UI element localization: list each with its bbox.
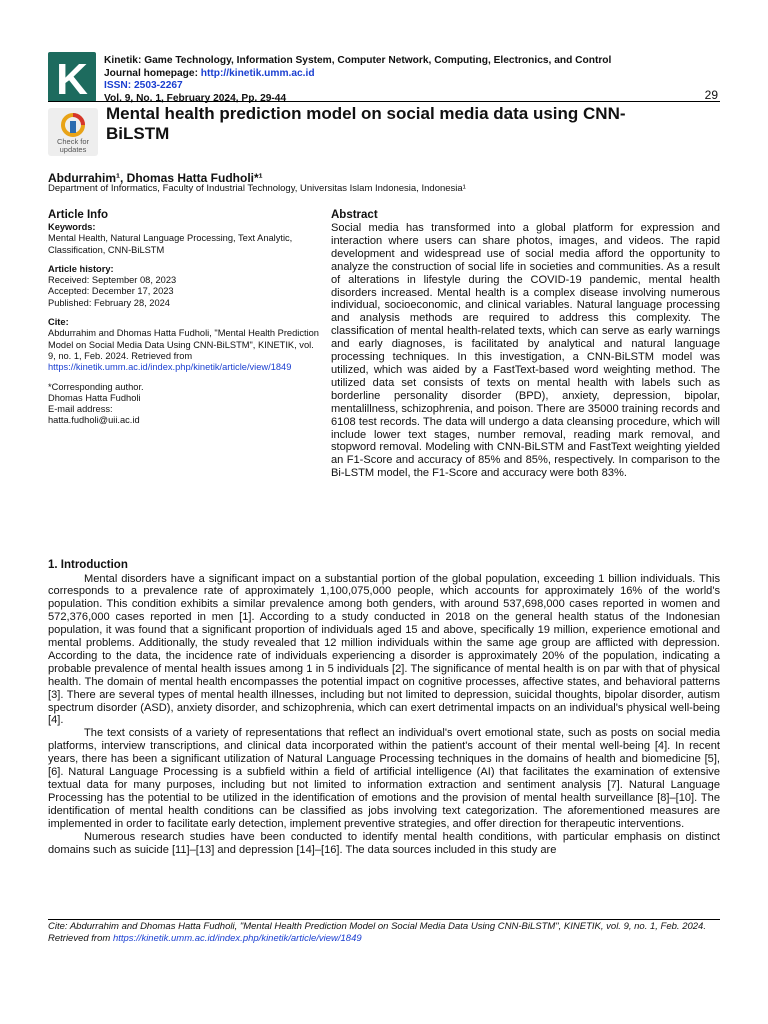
introduction-section — [48, 559, 720, 856]
badge-text: Check for updates — [56, 137, 90, 154]
cite-text: Abdurrahim and Dhomas Hatta Fudholi, "Mental Health Prediction Model on Social Media Data Using CNN-BiLSTM", KINETIK, vol. 9, no. 1, Feb. 2024. Retrieved from — [48, 328, 319, 361]
paper-title: Mental health prediction model on social media data using CNN-BiLSTM — [106, 104, 626, 143]
journal-logo-icon — [48, 52, 96, 102]
homepage-label: Journal homepage: — [104, 67, 201, 79]
issn: ISSN: 2503-2267 — [104, 80, 183, 91]
journal-header — [104, 55, 724, 105]
published-date: Published: February 28, 2024 — [48, 297, 170, 308]
footer-rule — [48, 919, 720, 920]
article-info — [48, 209, 323, 427]
received-date: Received: September 08, 2023 — [48, 275, 177, 286]
abstract-heading: Abstract — [331, 209, 378, 221]
history-label: Article history: — [48, 263, 114, 274]
header-rule — [48, 101, 720, 102]
keywords-label: Keywords: — [48, 222, 96, 232]
corresponding-label: *Corresponding author. — [48, 381, 144, 392]
email-label: E-mail address: — [48, 404, 113, 415]
volume-info: Vol. 9, No. 1, February 2024, Pp. 29-44 — [104, 92, 287, 104]
article-info-heading: Article Info — [48, 209, 109, 221]
journal-title: Kinetik: Game Technology, Information System, Computer Network, Computing, Electronics, and Control — [104, 55, 612, 66]
intro-paragraph-3: Numerous research studies have been conducted to identify mental health conditions, with particular emphasis on distinct domains such as suicide [11]–[13] and depression [14]–[16]. The data sources included in this study are — [48, 830, 720, 856]
cite-label: Cite: — [48, 317, 69, 328]
email-address: hatta.fudholi@uii.ac.id — [48, 415, 140, 426]
footer-cite-label: Cite: — [48, 921, 68, 932]
check-updates-icon — [60, 112, 86, 138]
introduction-heading: 1. Introduction — [48, 559, 128, 571]
cite-link[interactable]: https://kinetik.umm.ac.id/index.php/kinetik/article/view/1849 — [48, 362, 292, 373]
paper-affiliation: Department of Informatics, Faculty of Industrial Technology, Universitas Islam Indonesia, Indonesia¹ — [48, 183, 466, 194]
journal-homepage — [104, 68, 724, 81]
intro-paragraph-2: The text consists of a variety of representations that reflect an individual's overt emotional state, such as posts on social media platforms, interview transcriptions, and clinical data incorporated within the patient's account of their mental well-being [4]. In recent years, there has been a significant utilization of Natural Language Processing techniques in the domains of health and biomedicine [5], [6]. Natural Language Processing is a subfield within a field of artificial intelligence (AI) that facilitates the examination of extensive textual data for many purposes, including but not limited to information extraction and sentiment analysis [7]. Natural Language Processing has the potential to be utilized in the identification of emotions and the provision of mental health surveillance [8]–[10]. The identification of mental health conditions can be classified as jobs involving text categorization. The aforementioned measures are implemented in order to facilitate early detection, implement preventive strategies, and offer direction for therapeutic interventions. — [48, 727, 720, 830]
abstract — [331, 209, 720, 480]
homepage-link[interactable]: http://kinetik.umm.ac.id — [200, 67, 315, 79]
abstract-text: Social media has transformed into a global platform for expression and interaction where users can share photos, images, and videos. The rapid development and widespread use of social media afford the opportunity to analyze the construction of social life in societies and communities. As a result of alterations in lifestyle during the COVID-19 pandemic, mental health disorders increased. Mental health is a complex disease involving numerous individual, socioeconomic, and clinical variables. Natural language processing and analysis methods are required to address this complexity. The classification of mental health-related texts, which can serve as early warnings and early diagnoses, is facilitated by analytical and natural language processing techniques. In this investigation, a CNN-BiLSTM model was utilized, which was aided by a FastText-based word weighting method. The utilized data set consists of texts on mental health with labels such as borderline personality disorder (BPD), anxiety, depression, bipolar, mentalillness, schizophrenia, and poison. There are 35000 training records and 6108 test records. The data will undergo a data cleansing procedure, which will include lower text stages, number removal, reading mark removal, and stopword removal. Modeling with CNN-BiLSTM and FastText weighting yielded an F1-Score and accuracy of 85% and 85%, respectively. In comparison to the Bi-LSTM model, the F1-Score and accuracy were both 83%. — [331, 222, 720, 480]
footer-cite-link[interactable]: https://kinetik.umm.ac.id/index.php/kinetik/article/view/1849 — [112, 932, 362, 944]
corresponding-name: Dhomas Hatta Fudholi — [48, 392, 141, 403]
footer-citation — [48, 921, 720, 944]
paper-authors: Abdurrahim¹, Dhomas Hatta Fudholi*¹ — [48, 171, 263, 185]
journal-logo — [48, 52, 96, 102]
logo-letter: K — [56, 55, 88, 102]
check-for-updates-badge[interactable] — [48, 108, 98, 156]
accepted-date: Accepted: December 17, 2023 — [48, 286, 174, 297]
keywords: Mental Health, Natural Language Processing, Text Analytic, Classification, CNN-BiLSTM — [48, 233, 293, 255]
footer-cite-text: Abdurrahim and Dhomas Hatta Fudholi, "Mental Health Prediction Model on Social Media Data Using CNN-BiLSTM", KINETIK, vol. 9, no. 1, Feb. 2024. Retrieved from — [48, 921, 706, 944]
page-number: 29 — [704, 88, 718, 102]
intro-paragraph-1: Mental disorders have a significant impact on a substantial portion of the global population, exceeding 1 billion individuals. This corresponds to a prevalence rate of approximately 1,100,075,000 people, which accounts for approximately 16% of the world's population. This condition exhibits a similar prevalence among both genders, with around 537,698,000 cases reported in women and 572,376,000 cases reported in men [1]. According to a study conducted in 2018 on the general health status of the Indonesian population, it was found that a significant proportion of individuals aged 15 and above, specifically 19 million, experience emotional and mental problems. Additionally, the study revealed that 12 million individuals within the same age group are afflicted with depression. According to the data, the incidence rate of individuals experiencing a disorder is approximately 20% of the population, indicating a probable prevalence of mental health issues among 1 in 5 individuals [2]. The significance of mental health is on par with that of physical health. The domain of mental health encompasses the potential impact on cognitive processes, affective states, and behavioral patterns [3]. There are several types of mental health illnesses, including but not limited to depression, suicidal thoughts, bipolar disorder, autism spectrum disorder (ASD), anxiety disorder, and schizophrenia, which can exert detrimental impacts on an individual's physical well-being [4]. — [48, 572, 720, 727]
